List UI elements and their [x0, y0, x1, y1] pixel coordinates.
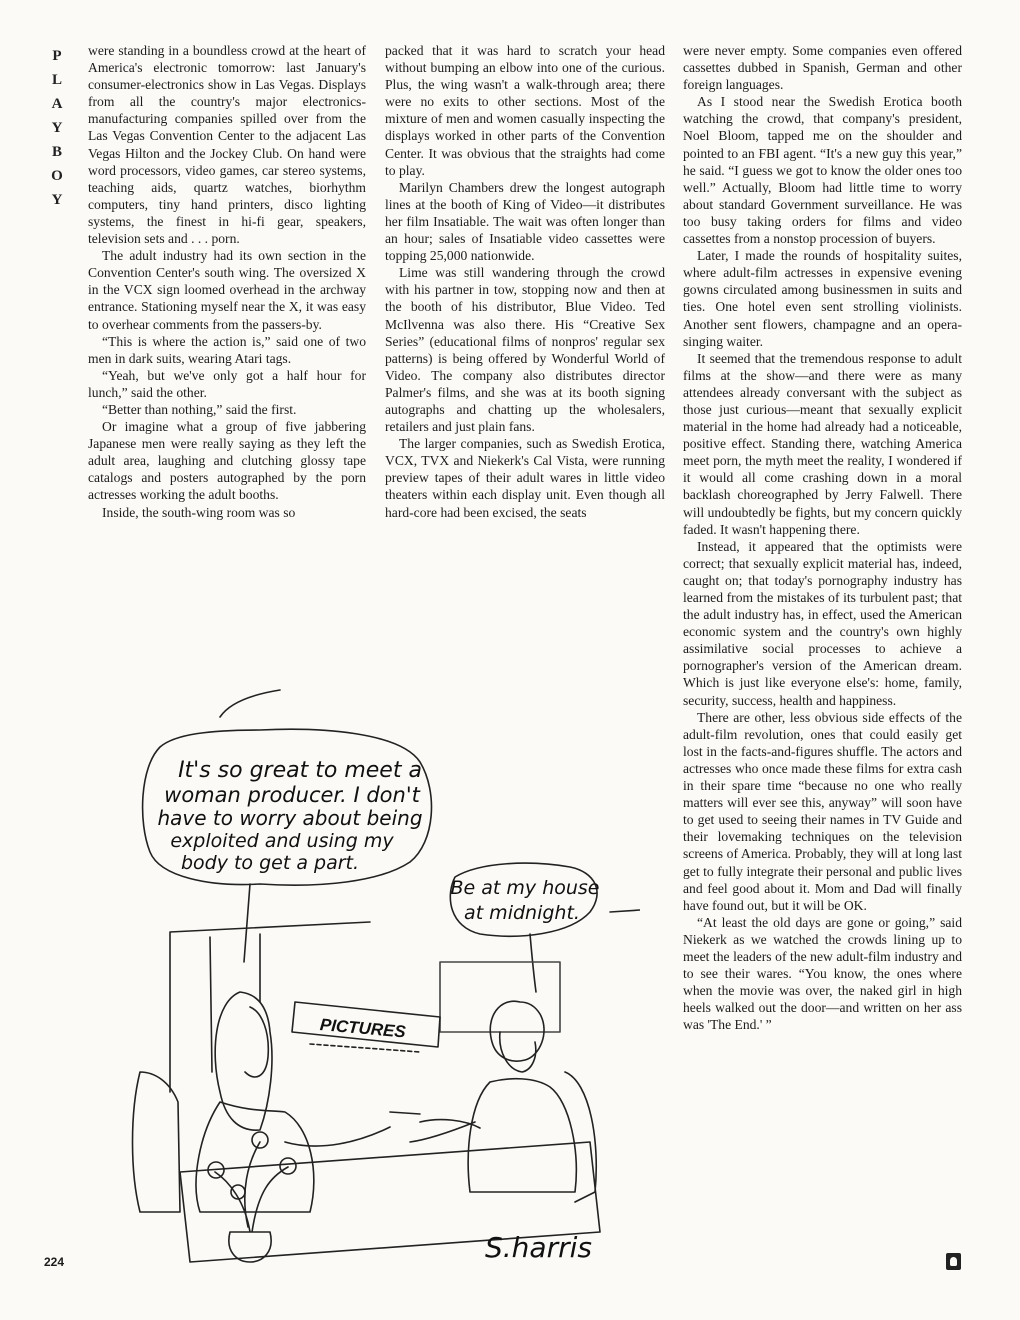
article-column-3: [683, 42, 962, 1033]
paragraph: Inside, the south-wing room was so: [102, 504, 296, 520]
speech-bubble-right: [450, 863, 597, 936]
paragraph: “At least the old days are gone or going,” said Niekerk as we watched the crowds lining up to meet the leaders of the new adult-film industry and to see their wares. “You know, the ones where when the movie was over, the naked girl in high heels walked out the door—and written on her ass was 'The End.' ”: [683, 914, 962, 1033]
plant-leaf: [280, 1158, 296, 1174]
running-head-letter: L: [51, 72, 62, 88]
bubble-tail-left: [244, 884, 250, 962]
paragraph: Lime was still wandering through the crowd with his partner in tow, stopping now and then at the booth of his distributor, Blue Video. Ted McIlvenna was also there. His “Creative Sex Series” (educational films of nonpros' regular sex patterns) is being offered by Wonderful World of Video. The company also distributes director Palmer's films, and she was at its booth signing autographs and chatting up the wholesalers, retailers and just plain fans.: [385, 265, 665, 435]
running-head-letter: Y: [51, 120, 63, 136]
plant-leaf: [252, 1132, 268, 1148]
sketch-stroke: [610, 910, 640, 912]
chair-right: [565, 1072, 596, 1202]
paragraph: The adult industry had its own section in the Convention Center's south wing. The oversized X in the VCX sign loomed overhead in the archway entrance. Stationing myself near the X, it was easy to overhear comments from the passers-by.: [88, 248, 366, 332]
sketch-stroke: [220, 690, 280, 717]
artist-signature: S.harris: [485, 1231, 592, 1264]
paragraph: “This is where the action is,” said one of two men in dark suits, wearing Atari tags.: [88, 333, 366, 366]
running-head-letter: O: [51, 168, 63, 184]
chair-left: [133, 1072, 181, 1212]
paragraph: There are other, less obvious side effects of the adult-film revolution, ones that could easily get lost in the facts-and-figures shuffle. The actors and actresses who once made these films for extra cash in their spare time “because no one who really matters will ever see this, anyway” will soon have to get used to seeing their names in TV Guide and their lovemaking techniques on the television screens of America. Probably, they will at long last get to fully integrate their personal and public lives and feel good about it. Mom and Dad will finally have found out, but it will be OK.: [683, 709, 962, 913]
woman-right-face: [500, 1032, 536, 1072]
paragraph: Instead, it appeared that the optimists were correct; that sexually explicit material has, indeed, caught on; that today's pornography industry has learned from the mistakes of its turbulent past; that the adult industry has, in effect, used the American economic system and the country's own highly assimilative social processes to achieve a pornographer's version of the American dream. Which is just like everyone else's: home, family, security, success, health and happiness.: [683, 538, 962, 708]
bubble-left-line: woman producer. I don't: [164, 783, 420, 807]
paragraph: “Better than nothing,” said the first.: [102, 401, 297, 417]
bubble-right-line: at midnight.: [464, 902, 580, 924]
running-head-letter: B: [51, 144, 62, 160]
running-head-letter: Y: [51, 192, 63, 208]
running-head: [44, 44, 70, 212]
paragraph: were never empty. Some companies even offered cassettes dubbed in Spanish, German and other foreign languages.: [683, 43, 962, 93]
article-column-2: [385, 42, 665, 521]
paragraph: It seemed that the tremendous response to adult films at the show—and there were as many attendees already conversant with the subject as those just curious—meant that sexually explicit material in the home had already had a noticeable, positive effect. Standing there, watching America meet porn, the myth meet the reality, I wondered if it would all come crashing down in a moral backlash choreographed by Jerry Falwell. There will undoubtedly be fights, but my concern quickly faded. It wasn't happening there.: [683, 350, 962, 537]
bubble-left-line: It's so great to meet a: [178, 758, 422, 783]
potted-plant: [215, 1142, 288, 1262]
paragraph: As I stood near the Swedish Erotica booth watching the crowd, that company's president, Noel Bloom, tapped me on the shoulder and pointed to an FBI agent. “It's a new guy this year,” he said. “I guess we got to know the older ones too well.” Actually, Bloom had little time to worry about standard Government surveillance. He was too busy taking orders for films and video cassettes from a nonstop procession of buyers.: [683, 94, 962, 247]
wall-shadow: [440, 962, 560, 1032]
paragraph: “Yeah, but we've only got a half hour for lunch,” said the other.: [88, 367, 366, 400]
paragraph: Or imagine what a group of five jabbering Japanese men were really saying as they left the adult area, laughing and clutching glossy tape catalogs and posters autographed by the porn actresses working the adult booths.: [88, 419, 366, 503]
page-number: 224: [44, 1255, 65, 1269]
bubble-tail-right: [530, 934, 536, 992]
woman-right-body: [468, 1079, 576, 1192]
paragraph: were standing in a boundless crowd at the heart of America's electronic tomorrow: last January's consumer-electronics show in Las Vegas. Displays from all the country's major electronics-manufacturing companies spilled over from the Las Vegas Convention Center to the adjacent Las Vegas Hilton and the Jockey Club. On hand were word processors, video games, car stereo systems, teaching aids, quartz watches, biorhythm computers, tiny hand printers, disco lighting systems, the finest in hi-fi gear, speakers, television sets and . . . porn.: [88, 43, 366, 247]
paragraph: Marilyn Chambers drew the longest autograph lines at the booth of King of Video—it distributes her film Insatiable. The wait was often longer than an hour; sales of Insatiable video cassettes were topping 25,000 nationwide.: [385, 179, 665, 264]
paragraph: Later, I made the rounds of hospitality suites, where adult-film actresses in expensive evening gowns circulated among businessmen in suits and ties. One hotel even sent strolling violinists. Another sent flowers, champagne and an opera-singing waiter.: [683, 248, 962, 349]
cartoon-illustration: [120, 672, 640, 1272]
running-head-letter: P: [52, 48, 62, 64]
running-head-letter: A: [51, 96, 63, 112]
sign-fringe: [310, 1044, 420, 1052]
bubble-right-line: Be at my house: [450, 877, 600, 899]
bubble-left-line: have to worry about being: [157, 806, 423, 830]
woman-left-arm: [285, 1127, 390, 1146]
paragraph: The larger companies, such as Swedish Erotica, VCX, TVX and Niekerk's Cal Vista, were running preview tapes of their adult wares in little video theaters within each display unit. Even though all hard-core had been excised, the seats: [385, 436, 665, 520]
paragraph: packed that it was hard to scratch your head without bumping an elbow into one of the curious. Plus, the wing wasn't a walk-through area; there were no exits to other sections. Most of the mixture of men and women casually inspecting the displays worked in other parts of the Convention Center. It was obvious that the straights had come to play.: [385, 43, 665, 178]
woman-left-body: [196, 1102, 314, 1212]
end-mark-icon: [946, 1253, 961, 1270]
woman-right-arm: [410, 1122, 475, 1142]
woman-left-hair: [215, 992, 272, 1130]
woman-left-face: [245, 1007, 268, 1077]
article-column-1: [88, 42, 366, 521]
bubble-left-line: body to get a part.: [180, 852, 360, 874]
sign-text: PICTURES: [319, 1015, 407, 1042]
bubble-left-line: exploited and using my: [170, 830, 394, 852]
